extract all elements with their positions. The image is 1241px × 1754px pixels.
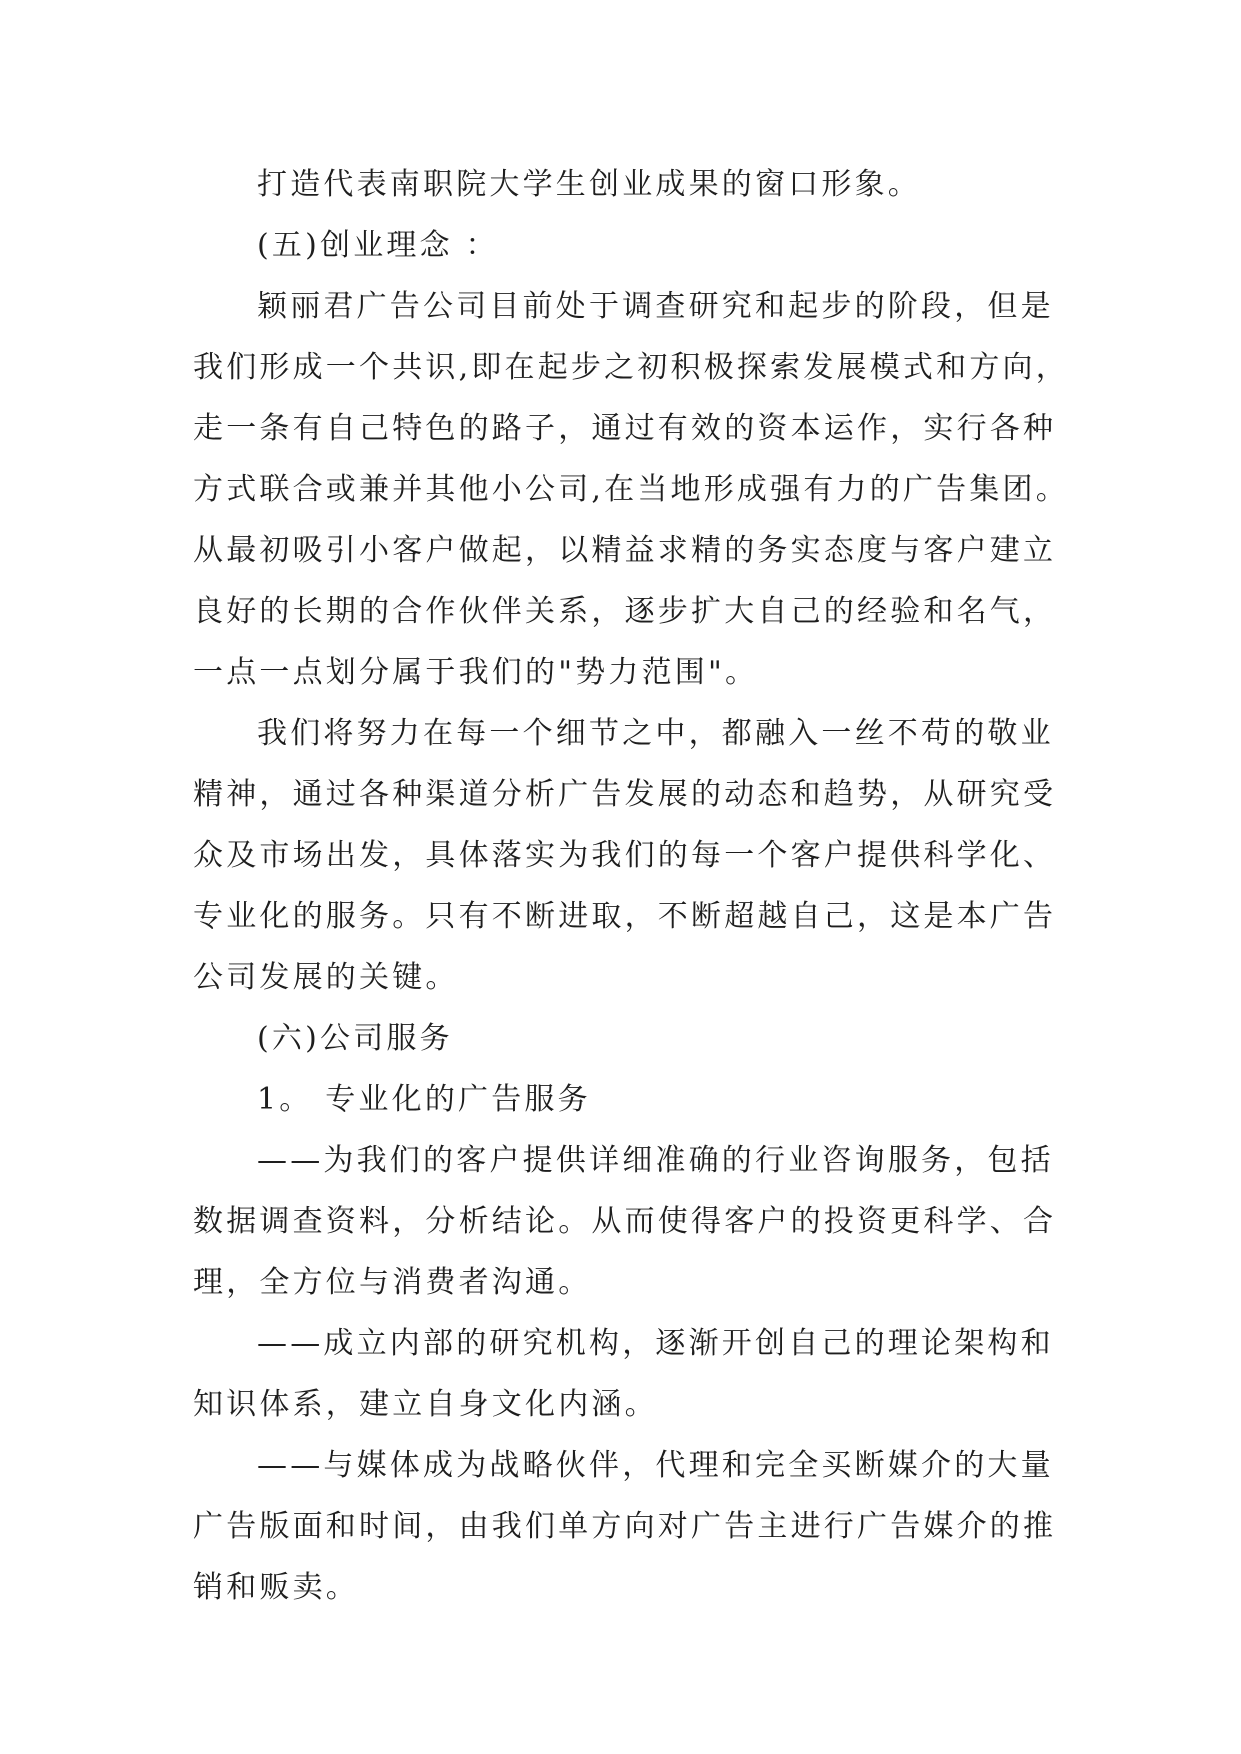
text-line: 销和贩卖。 bbox=[193, 1570, 359, 1605]
text-line: 理，全方位与消费者沟通。 bbox=[193, 1265, 592, 1300]
text-line: 众及市场出发，具体落实为我们的每一个客户提供科学化、 bbox=[193, 838, 1057, 873]
text-line: ——为我们的客户提供详细准确的行业咨询服务，包括 bbox=[257, 1143, 1054, 1178]
text-line: 广告版面和时间，由我们单方向对广告主进行广告媒介的推 bbox=[193, 1509, 1057, 1544]
text-line: 走一条有自己特色的路子，通过有效的资本运作，实行各种 bbox=[193, 411, 1057, 446]
text-line: 一点一点划分属于我们的"势力范围"。 bbox=[193, 655, 759, 690]
text-line: 方式联合或兼并其他小公司,在当地形成强有力的广告集团。 bbox=[193, 472, 1069, 507]
text-line: ——成立内部的研究机构，逐渐开创自己的理论架构和 bbox=[257, 1326, 1054, 1361]
text-line: 颖丽君广告公司目前处于调查研究和起步的阶段，但是 bbox=[257, 289, 1054, 324]
text-line: 数据调查资料，分析结论。从而使得客户的投资更科学、合 bbox=[193, 1204, 1057, 1239]
text-line: 精神，通过各种渠道分析广告发展的动态和趋势，从研究受 bbox=[193, 777, 1057, 812]
text-line: 我们将努力在每一个细节之中，都融入一丝不苟的敬业 bbox=[257, 716, 1054, 751]
document-body bbox=[193, 154, 1073, 1618]
text-line: 我们形成一个共识,即在起步之初积极探索发展模式和方向， bbox=[193, 350, 1069, 385]
text-line: 专业化的服务。只有不断进取，不断超越自己，这是本广告 bbox=[193, 899, 1057, 934]
text-line: 公司发展的关键。 bbox=[193, 960, 459, 995]
text-line: (五)创业理念 ： bbox=[257, 228, 499, 263]
text-line: 知识体系，建立自身文化内涵。 bbox=[193, 1387, 658, 1422]
text-line: 1。 专业化的广告服务 bbox=[257, 1082, 591, 1117]
text-line: 从最初吸引小客户做起，以精益求精的务实态度与客户建立 bbox=[193, 533, 1057, 568]
text-line: 打造代表南职院大学生创业成果的窗口形象。 bbox=[257, 167, 921, 202]
text-line: 良好的长期的合作伙伴关系，逐步扩大自己的经验和名气， bbox=[193, 594, 1057, 629]
text-line: (六)公司服务 bbox=[257, 1021, 453, 1056]
text-line: ——与媒体成为战略伙伴，代理和完全买断媒介的大量 bbox=[257, 1448, 1054, 1483]
